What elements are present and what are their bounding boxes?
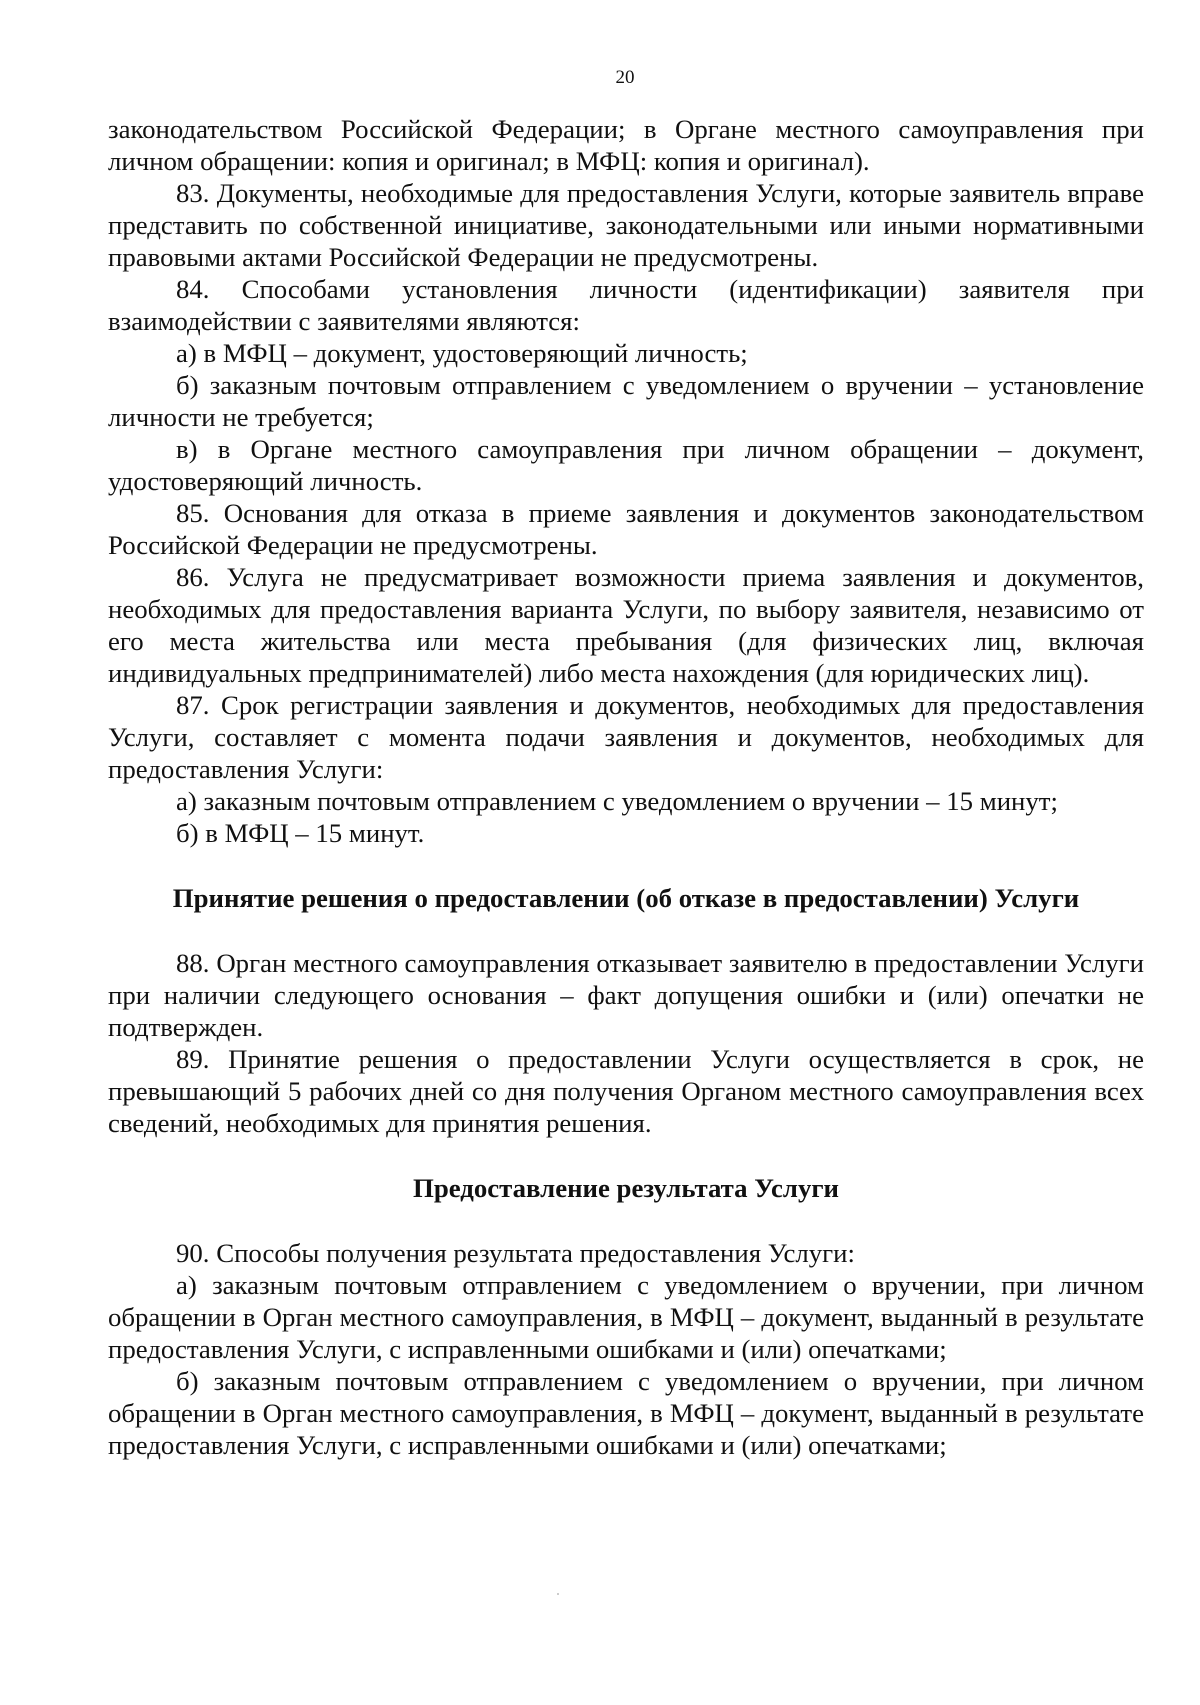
paragraph-84: 84. Способами установления личности (идентификации) заявителя при взаимодействии с заявителями являются: bbox=[108, 274, 1144, 336]
paragraph-90-a: а) заказным почтовым отправлением с уведомлением о вручении, при личном обращении в Орган местного самоуправления, в МФЦ – документ, выданный в результате предоставления Услуги, с исправленными ошибками и (или) опечатками; bbox=[108, 1270, 1144, 1364]
paragraph-83: 83. Документы, необходимые для предоставления Услуги, которые заявитель вправе представить по собственной инициативе, законодательными или иными нормативными правовыми актами Российской Федерации не предусмотрены. bbox=[108, 178, 1144, 272]
paragraph-90: 90. Способы получения результата предоставления Услуги: bbox=[176, 1238, 855, 1268]
paragraph-86: 86. Услуга не предусматривает возможности приема заявления и документов, необходимых для предоставления варианта Услуги, по выбору заявителя, независимо от его места жительства или места пребывания (для физических лиц, включая индивидуальных предпринимателей) либо места нахождения (для юридических лиц). bbox=[108, 562, 1144, 688]
paragraph-85: 85. Основания для отказа в приеме заявления и документов законодательством Российской Федерации не предусмотрены. bbox=[108, 498, 1144, 560]
paragraph-84-c: в) в Органе местного самоуправления при личном обращении – документ, удостоверяющий личность. bbox=[108, 434, 1144, 496]
scan-artifact bbox=[557, 1593, 559, 1595]
paragraph-89: 89. Принятие решения о предоставлении Услуги осуществляется в срок, не превышающий 5 рабочих дней со дня получения Органом местного самоуправления всех сведений, необходимых для принятия решения. bbox=[108, 1044, 1144, 1138]
paragraph-87-a: а) заказным почтовым отправлением с уведомлением о вручении – 15 минут; bbox=[176, 786, 1058, 816]
paragraph-continuation: законодательством Российской Федерации; в Органе местного самоуправления при личном обращении: копия и оригинал; в МФЦ: копия и оригинал). bbox=[108, 114, 1144, 176]
paragraph-84-a: а) в МФЦ – документ, удостоверяющий личность; bbox=[176, 338, 748, 368]
document-body bbox=[108, 113, 1144, 1461]
page-number: 20 bbox=[615, 67, 635, 88]
paragraph-87: 87. Срок регистрации заявления и документов, необходимых для предоставления Услуги, составляет с момента подачи заявления и документов, необходимых для предоставления Услуги: bbox=[108, 690, 1144, 784]
section-heading-result: Предоставление результата Услуги bbox=[413, 1173, 839, 1203]
paragraph-90-b: б) заказным почтовым отправлением с уведомлением о вручении, при личном обращении в Орган местного самоуправления, в МФЦ – документ, выданный в результате предоставления Услуги, с исправленными ошибками и (или) опечатками; bbox=[108, 1366, 1144, 1460]
paragraph-88: 88. Орган местного самоуправления отказывает заявителю в предоставлении Услуги при наличии следующего основания – факт допущения ошибки и (или) опечатки не подтвержден. bbox=[108, 948, 1144, 1042]
paragraph-87-b: б) в МФЦ – 15 минут. bbox=[176, 818, 425, 848]
paragraph-84-b: б) заказным почтовым отправлением с уведомлением о вручении – установление личности не требуется; bbox=[108, 370, 1144, 432]
section-heading-decision: Принятие решения о предоставлении (об отказе в предоставлении) Услуги bbox=[172, 883, 1080, 913]
